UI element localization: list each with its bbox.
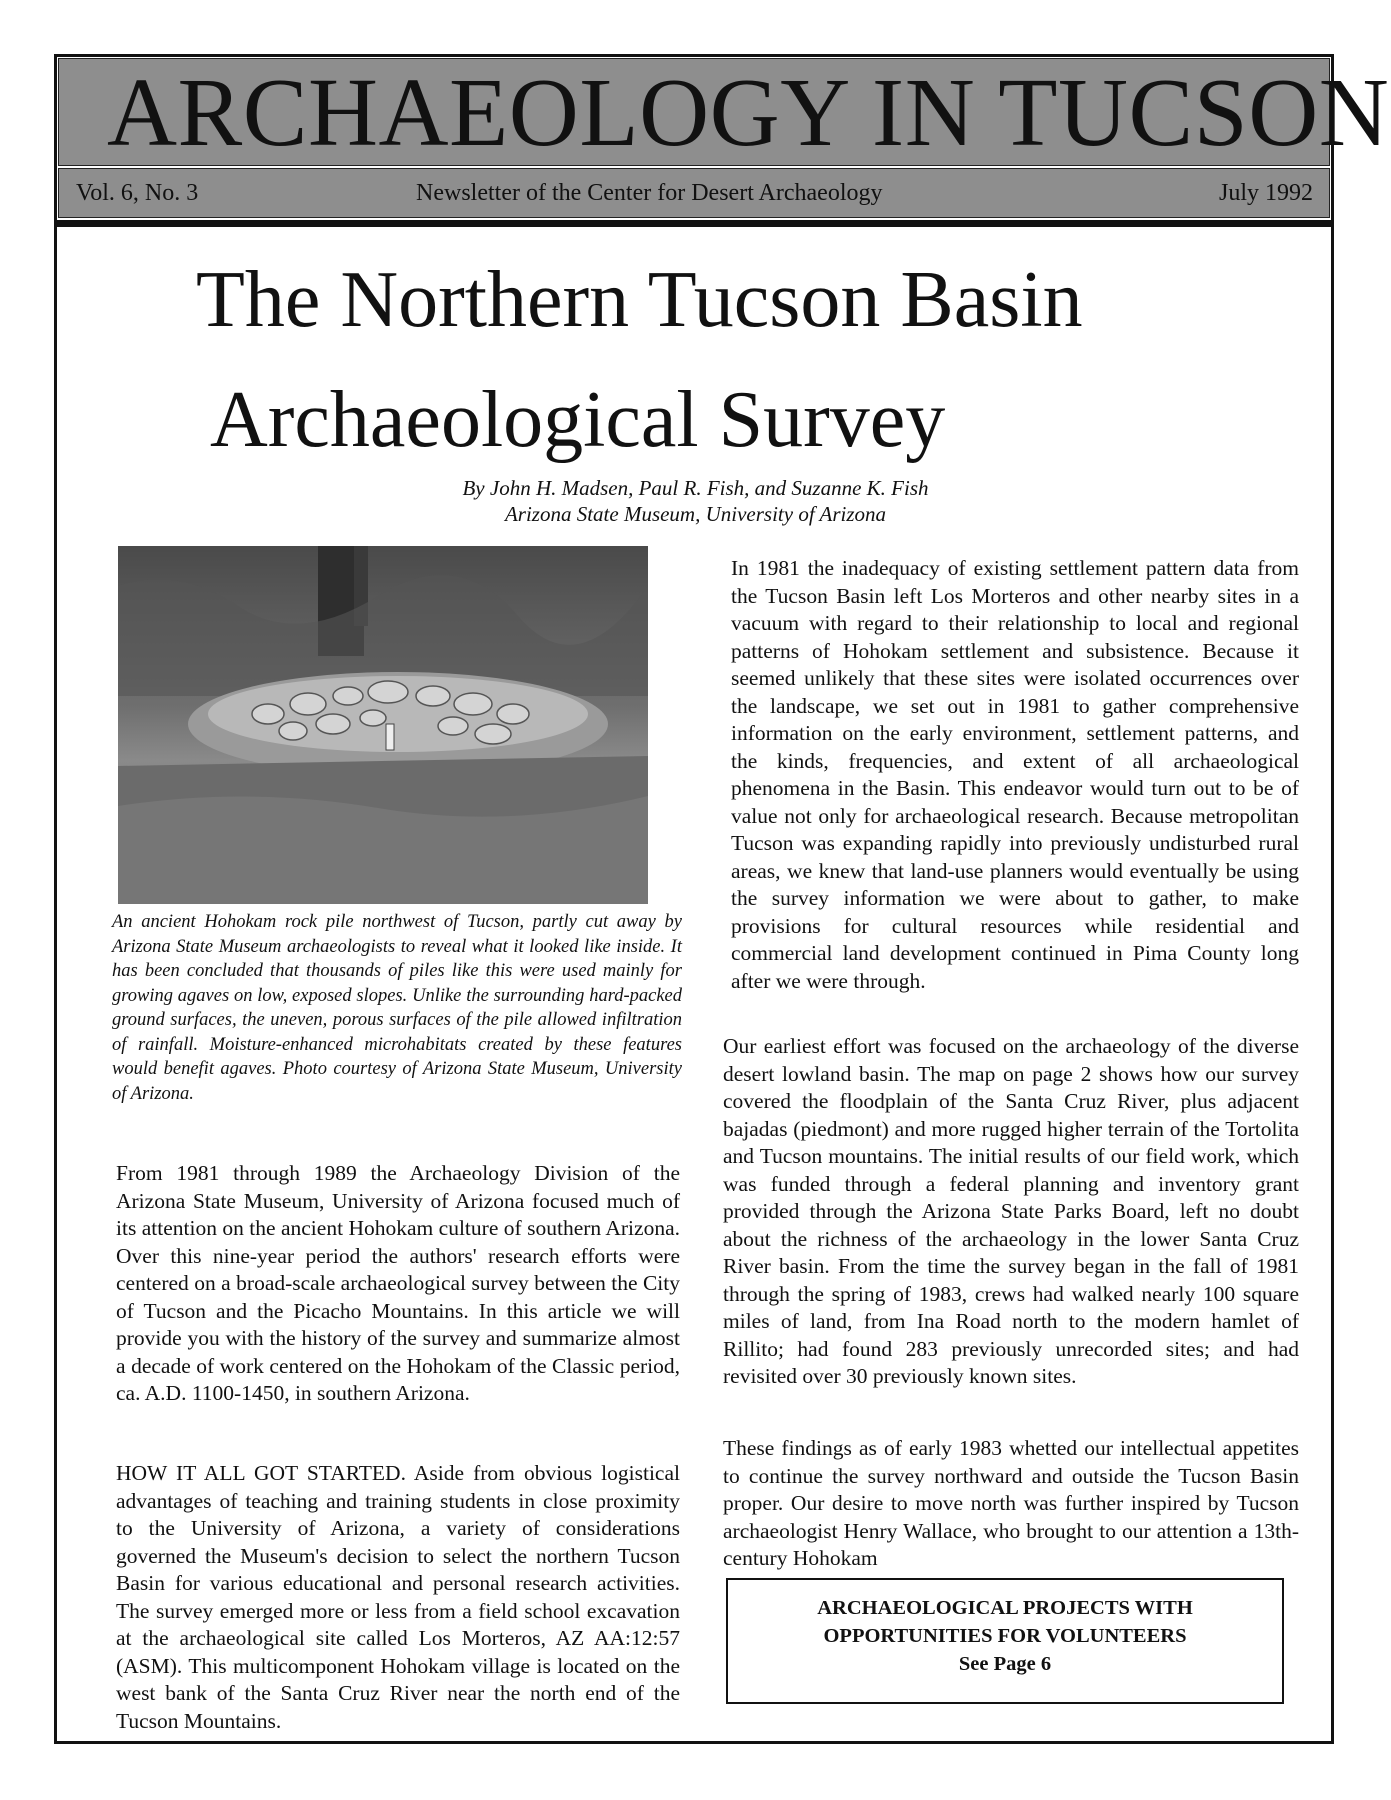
article-column-left-1 xyxy=(116,1160,680,1434)
volunteer-callout-box[interactable] xyxy=(726,1578,1284,1704)
paragraph-findings-1983: These findings as of early 1983 whetted our intellectual appetites to continue the survey northward and outside the Tucson Basin proper. Our desire to move north was further inspired by Tucson archaeologist Henry Wallace, who brought to our attention a 13th-century Hohokam xyxy=(723,1436,1299,1570)
paragraph-earliest-effort: Our earliest effort was focused on the archaeology of the diverse desert lowland basin. The map on page 2 shows how our survey covered the floodplain of the Santa Cruz River, plus adjacent bajadas (piedmont) and more rugged higher terrain of the Tortolita and Tucson mountains. The initial results of our field work, which was funded through a federal planning and inventory grant provided through the Arizona State Parks Board, left no doubt about the richness of the archaeology in the lower Santa Cruz River basin. From the time the survey began in the fall of 1981 through the spring of 1983, crews had walked nearly 100 square miles of land, from Ina Road north to the modern hamlet of Rillito; had found 283 previously unrecorded sites; and had revisited over 30 previously known sites. xyxy=(723,1034,1299,1388)
callout-line-2: OPPORTUNITIES FOR VOLUNTEERS xyxy=(823,1625,1187,1647)
article-column-right-1 xyxy=(731,555,1299,1021)
affiliation: Arizona State Museum, University of Arizona xyxy=(504,502,887,526)
byline: By John H. Madsen, Paul R. Fish, and Suzanne K. Fish xyxy=(462,476,929,500)
masthead-rule xyxy=(56,220,1332,227)
headline-line-1: The Northern Tucson Basin xyxy=(196,256,1083,344)
paragraph-how-it-started: HOW IT ALL GOT STARTED. Aside from obvious logistical advantages of teaching and training students in close proximity to the University of Arizona, a variety of considerations governed the Museum's decision to select the northern Tucson Basin for various educational and personal research activities. The survey emerged more or less from a field school excavation at the archaeological site called Los Morteros, AZ AA:12:57 (ASM). This multicomponent Hohokam village is located on the west bank of the Santa Cruz River near the north end of the Tucson Mountains. xyxy=(116,1461,680,1733)
issue-date: July 1992 xyxy=(1218,180,1313,206)
callout-see-page: See Page 6 xyxy=(958,1653,1052,1675)
article-column-left-2 xyxy=(116,1460,680,1761)
photo-caption: An ancient Hohokam rock pile northwest of Tucson, partly cut away by Arizona State Museum archaeologists to reveal what it looked like inside. It has been concluded that thousands of piles like this were used mainly for growing agaves on low, exposed slopes. Unlike the surrounding hard-packed ground surfaces, the uneven, porous surfaces of the pile allowed infiltration of rainfall. Moisture-enhanced microhabitats created by these features would benefit agaves. Photo courtesy of Arizona State Museum, University of Arizona. xyxy=(112,912,682,1104)
masthead-title: ARCHAEOLOGY IN TUCSON xyxy=(107,59,1390,166)
issue-info-bar xyxy=(58,168,1330,218)
paragraph-settlement-data: In 1981 the inadequacy of existing settlement pattern data from the Tucson Basin left Los Morteros and other nearby sites in a vacuum with regard to their relationship to local and regional patterns of Hohokam settlement and subsistence. Because it seemed unlikely that these sites were isolated occurrences over the landscape, we set out in 1981 to gather comprehensive information on the early environment, settlement patterns, and the kinds, frequencies, and extent of all archaeological phenomena in the Basin. This endeavor would turn out to be of value not only for archaeological research. Because metropolitan Tucson was expanding rapidly into previously undisturbed rural areas, we knew that land-use planners would eventually be using the survey information we were about to gather, to make provisions for cultural resources while residential and commercial land development continued in Pima County long after we were through. xyxy=(731,556,1299,993)
rock-pile-photo-illustration xyxy=(118,546,648,904)
article-column-right-2 xyxy=(723,1033,1299,1417)
masthead xyxy=(58,58,1390,166)
newsletter-subtitle: Newsletter of the Center for Desert Archaeology xyxy=(416,180,883,206)
headline-line-2: Archaeological Survey xyxy=(210,376,946,464)
paragraph-intro: From 1981 through 1989 the Archaeology Division of the Arizona State Museum, University of Arizona focused much of its attention on the ancient Hohokam culture of southern Arizona. Over this nine-year period the authors' research efforts were centered on a broad-scale archaeological survey between the City of Tucson and the Picacho Mountains. In this article we will provide you with the history of the survey and summarize almost a decade of work centered on the Hohokam of the Classic period, ca. A.D. 1100-1450, in southern Arizona. xyxy=(116,1161,680,1405)
article-column-right-3 xyxy=(723,1435,1299,1599)
callout-line-1: ARCHAEOLOGICAL PROJECTS WITH xyxy=(817,1597,1193,1619)
volume-number: Vol. 6, No. 3 xyxy=(76,180,199,206)
rock-pile-photo xyxy=(118,546,648,904)
